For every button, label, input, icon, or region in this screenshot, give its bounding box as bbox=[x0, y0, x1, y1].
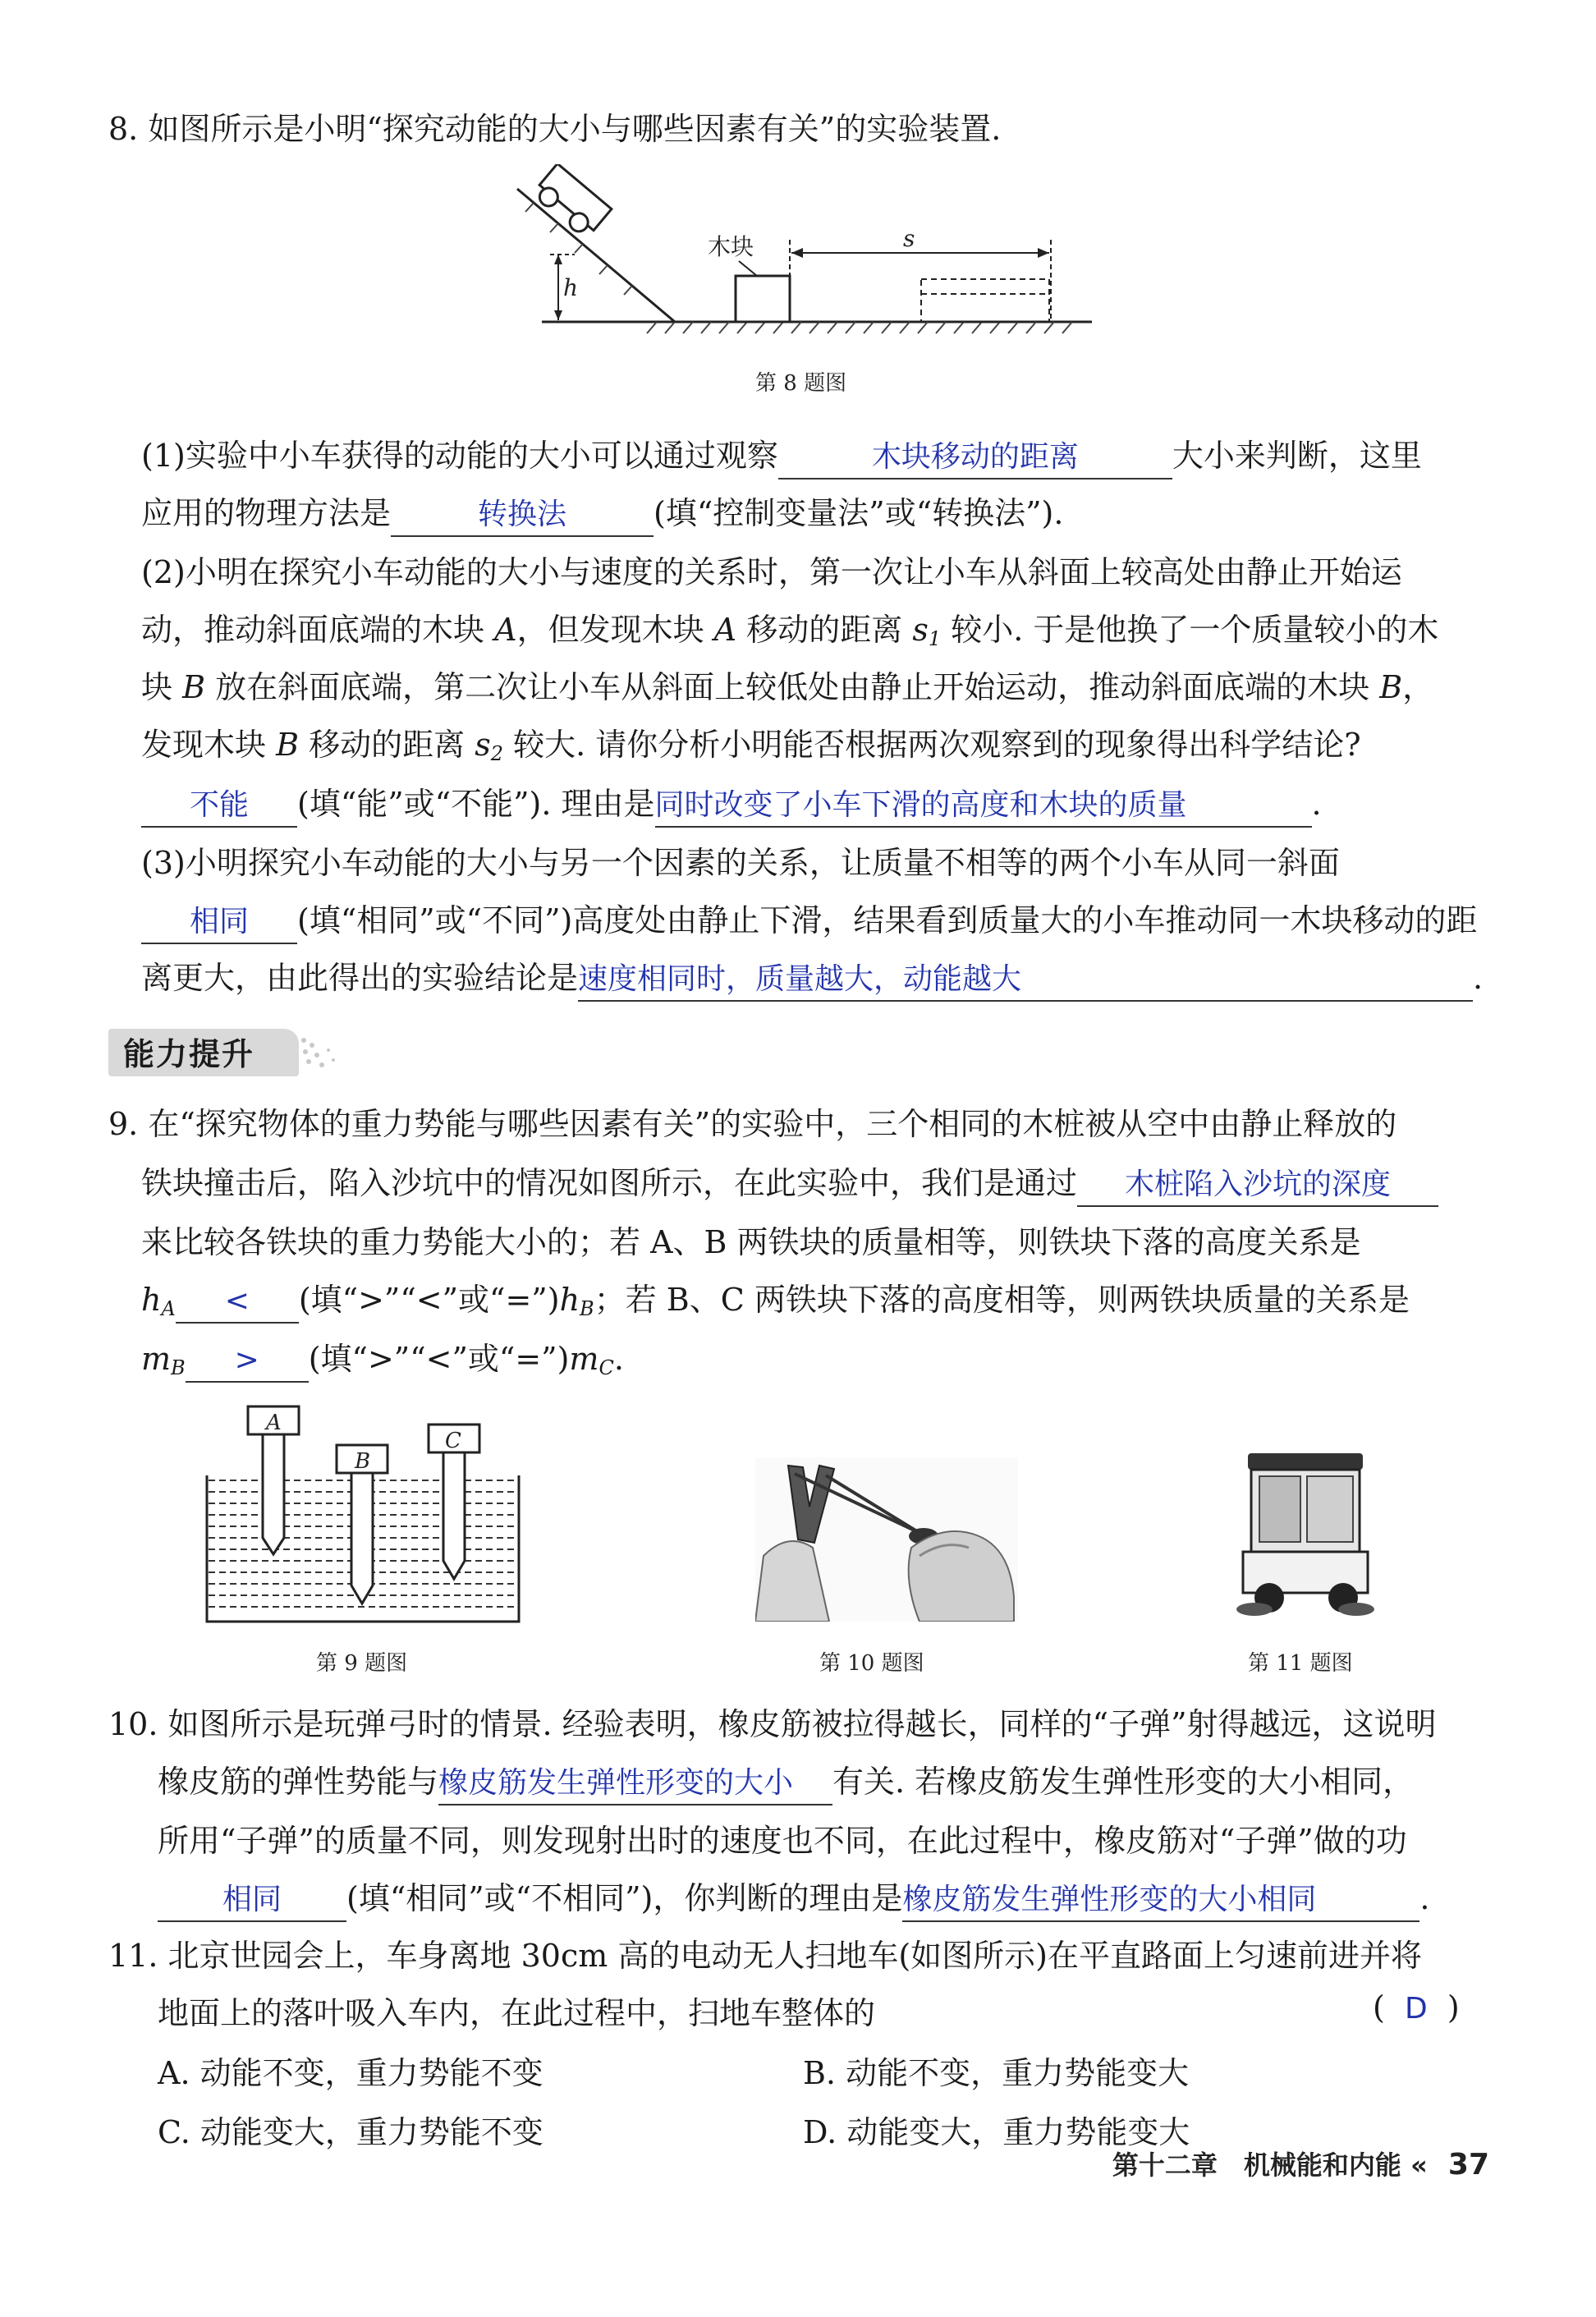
section-header bbox=[108, 1022, 355, 1080]
q10-answer3[interactable]: 橡皮筋发生弹性形变的大小相同 bbox=[902, 1879, 1419, 1922]
q8-stem: 8. 如图所示是小明“探究动能的大小与哪些因素有关”的实验装置. bbox=[108, 111, 1002, 147]
fig9-stake-a-label: A bbox=[266, 1411, 282, 1435]
fig10-caption: 第 10 题图 bbox=[819, 1651, 924, 1676]
q9-line2: 铁块撞击后，陷入沙坑中的情况如图所示，在此实验中，我们是通过 木桩陷入沙坑的深度 bbox=[141, 1163, 1438, 1207]
q11-line2: 地面上的落叶吸入车内，在此过程中，扫地车整体的 bbox=[158, 1995, 876, 2031]
section-title: 能力提升 bbox=[123, 1036, 255, 1072]
page-number: 37 bbox=[1447, 2148, 1489, 2182]
q11-line1: 11. 北京世园会上，车身离地 30cm 高的电动无人扫地车(如图所示)在平直路面上匀速前进并将 bbox=[108, 1938, 1422, 1974]
q9-line4: $h_A$ < (填“>”“<”或“$=”)h_B$；若 B、C 两铁块下落的高度相等，则两铁块质量的关系是 bbox=[141, 1279, 1410, 1329]
q8-p3-line2: 相同 (填“相同”或“不同”)高度处由静止下滑，结果看到质量大的小车推动同一木块移动的距 bbox=[141, 900, 1477, 944]
q8-p2-answer2[interactable]: 同时改变了小车下滑的高度和木块的质量 bbox=[655, 785, 1312, 828]
q8-p1-answer1[interactable]: 木块移动的距离 bbox=[778, 437, 1172, 479]
fig11-caption: 第 11 题图 bbox=[1248, 1651, 1353, 1676]
q10-line3: 所用“子弹”的质量不同，则发现射出时的速度也不同，在此过程中，橡皮筋对“子弹”做的功 bbox=[158, 1823, 1407, 1859]
q11-option-c[interactable]: C. 动能变大，重力势能不变 bbox=[158, 2114, 543, 2150]
q11-answer[interactable]: D bbox=[1405, 1992, 1428, 2026]
q9-line5: $m_B$ > (填“>”“<”或“$=”)m_C$. bbox=[141, 1338, 624, 1388]
q9-answer2[interactable]: < bbox=[176, 1281, 299, 1324]
q11-answer-bracket: ( D ) bbox=[1373, 1989, 1460, 2026]
section-dots-icon bbox=[299, 1034, 348, 1075]
q10-line1: 10. 如图所示是玩弹弓时的情景. 经验表明，橡皮筋被拉得越长，同样的“子弹”射得越远，这说明 bbox=[108, 1706, 1437, 1742]
q8-p1-line1: (1)实验中小车获得的动能的大小可以通过观察 木块移动的距离 大小来判断，这里 bbox=[141, 435, 1422, 479]
q8-p2-line1: (2)小明在探究小车动能的大小与速度的关系时，第一次让小车从斜面上较高处由静止开始运 bbox=[141, 554, 1402, 590]
q8-p2-line4: 发现木块 B 移动的距离 $s_2$ 较大. 请你分析小明能否根据两次观察到的现象得出科学结论? bbox=[141, 727, 1361, 765]
q8-p3-line3: 离更大，由此得出的实验结论是速度相同时，质量越大，动能越大 . bbox=[141, 957, 1483, 1002]
q10-answer1[interactable]: 橡皮筋发生弹性形变的大小 bbox=[438, 1763, 832, 1805]
fig8-caption: 第 8 题图 bbox=[755, 371, 847, 396]
q8-p2-answer1[interactable]: 不能 bbox=[141, 785, 297, 828]
q9-line3: 来比较各铁块的重力势能大小的；若 A、B 两铁块的质量相等，则铁块下落的高度关系是 bbox=[141, 1224, 1361, 1260]
fig11-sweeper-image bbox=[1231, 1445, 1379, 1622]
q8-p3-answer1[interactable]: 相同 bbox=[141, 902, 297, 944]
fig9-stake-b-label: B bbox=[355, 1449, 371, 1474]
q11-option-b[interactable]: B. 动能不变，重力势能变大 bbox=[803, 2055, 1190, 2091]
fig9-diagram bbox=[205, 1400, 525, 1626]
q11-option-a[interactable]: A. 动能不变，重力势能不变 bbox=[158, 2055, 543, 2091]
q10-answer2[interactable]: 相同 bbox=[158, 1879, 346, 1922]
q8-p2-line3: 块 B 放在斜面底端，第二次让小车从斜面上较低处由静止开始运动，推动斜面底端的木块 B， bbox=[141, 669, 1434, 705]
q8-p2-line2: 动，推动斜面底端的木块 A，但发现木块 A 移动的距离 $s_1$ 较小. 于是他换了一个质量较小的木 bbox=[141, 612, 1439, 650]
q9-answer1[interactable]: 木桩陷入沙坑的深度 bbox=[1077, 1164, 1438, 1207]
q8-p2-line5: 不能 (填“能”或“不能”). 理由是同时改变了小车下滑的高度和木块的质量 . bbox=[141, 783, 1322, 828]
q9-line1: 9. 在“探究物体的重力势能与哪些因素有关”的实验中，三个相同的木桩被从空中由静止释放的 bbox=[108, 1106, 1397, 1142]
fig9-stake-c-label: C bbox=[445, 1429, 461, 1453]
q8-p1-answer2[interactable]: 转换法 bbox=[391, 494, 654, 537]
page-footer bbox=[1112, 2145, 1489, 2182]
fig8-block-label: 木块 bbox=[708, 233, 754, 260]
q10-line4: 相同 (填“相同”或“不相同”)，你判断的理由是橡皮筋发生弹性形变的大小相同 . bbox=[158, 1878, 1429, 1922]
fig9-caption: 第 9 题图 bbox=[316, 1651, 408, 1676]
q10-line2: 橡皮筋的弹性势能与橡皮筋发生弹性形变的大小 有关. 若橡皮筋发生弹性形变的大小相同， bbox=[158, 1761, 1414, 1805]
fig8-diagram bbox=[493, 164, 1108, 353]
fig10-slingshot-image bbox=[755, 1457, 1018, 1622]
chevron-left-icon: « bbox=[1410, 2150, 1428, 2181]
q8-p3-answer2[interactable]: 速度相同时，质量越大，动能越大 bbox=[578, 959, 1473, 1002]
q8-p1-line2: 应用的物理方法是 转换法 (填“控制变量法”或“转换法”). bbox=[141, 493, 1063, 537]
q9-answer3[interactable]: > bbox=[186, 1340, 309, 1383]
q11-option-d[interactable]: D. 动能变大，重力势能变大 bbox=[803, 2114, 1190, 2150]
chapter-title: 第十二章 机械能和内能 bbox=[1112, 2150, 1401, 2181]
q8-p3-line1: (3)小明探究小车动能的大小与另一个因素的关系，让质量不相等的两个小车从同一斜面 bbox=[141, 845, 1340, 881]
fig8-s-label: s bbox=[903, 225, 915, 252]
fig8-h-label: h bbox=[563, 274, 579, 301]
